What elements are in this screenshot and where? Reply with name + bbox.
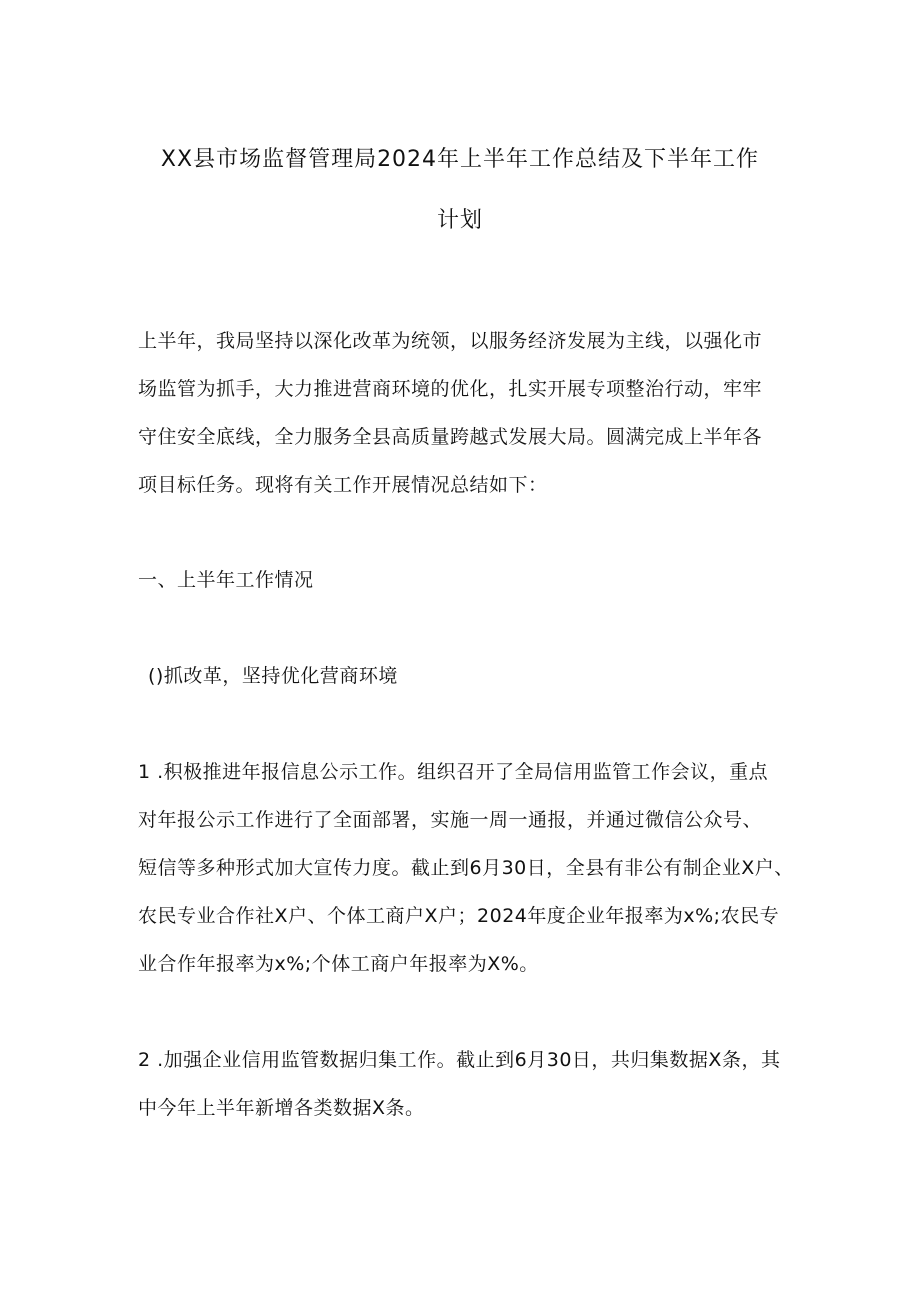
item1-paragraph-line: 短信等多种形式加大宣传力度。截止到6月30日，全县有非公有制企业X户、 [138,857,794,879]
section-heading: 一、上半年工作情况 [138,569,314,591]
document-title-line-2: 计划 [436,208,483,233]
item1-paragraph-line: 农民专业合作社X户、个体工商户X户；2024年度企业年报率为x%;农民专 [138,905,780,927]
intro-paragraph-line: 守住安全底线，全力服务全县高质量跨越式发展大局。圆满完成上半年各 [138,426,763,448]
item1-paragraph-line: 对年报公示工作进行了全面部署，实施一周一通报，并通过微信公众号、 [138,809,763,831]
item1-paragraph-line: 业合作年报率为x%;个体工商户年报率为X%。 [138,953,539,975]
item2-paragraph-line: 中今年上半年新增各类数据X条。 [138,1097,425,1119]
item1-paragraph-line: 1 .积极推进年报信息公示工作。组织召开了全局信用监管工作会议，重点 [138,761,769,783]
subsection-heading: ()抓改革，坚持优化营商环境 [148,665,398,687]
item2-paragraph-line: 2 .加强企业信用监管数据归集工作。截止到6月30日，共归集数据X条，其 [138,1049,781,1071]
intro-paragraph-line: 场监管为抓手，大力推进营商环境的优化，扎实开展专项整治行动，牢牢 [138,378,763,400]
document-title-line-1: XX县市场监督管理局2024年上半年工作总结及下半年工作 [160,147,760,172]
intro-paragraph-line: 上半年，我局坚持以深化改革为统领，以服务经济发展为主线，以强化市 [138,330,763,352]
intro-paragraph-line: 项目标任务。现将有关工作开展情况总结如下： [138,474,548,496]
